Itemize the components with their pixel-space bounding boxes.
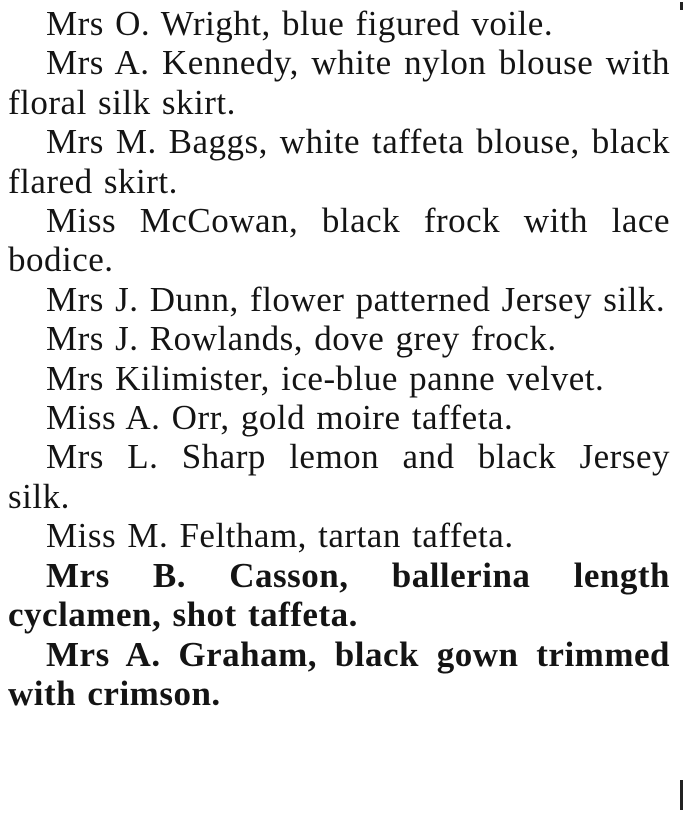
entry-dunn: Mrs J. Dunn, flower patterned Jersey silk. [46,279,666,319]
entry-rowlands: Mrs J. Rowlands, dove grey frock. [46,319,557,359]
newspaper-column [8,4,670,713]
entry-mccowan: Miss McCowan, black frock with lace bodice. [8,201,670,280]
entry-graham: Mrs A. Graham, black gown trimmed with crimson. [8,634,670,713]
entry-sharp: Mrs L. Sharp lemon and black Jersey silk. [8,437,670,516]
entry-feltham: Miss M. Feltham, tartan taffeta. [46,516,514,556]
entry-wright: Mrs O. Wright, blue figured voile. [46,4,554,43]
entry-baggs: Mrs M. Baggs, white taffeta blouse, black flared skirt. [8,122,670,201]
entry-casson: Mrs B. Casson, ballerina length cyclamen, shot taffeta. [8,555,670,635]
entry-orr: Miss A. Orr, gold moire taffeta. [46,398,514,438]
entry-kennedy: Mrs A. Kennedy, white nylon blouse with floral silk skirt. [8,43,670,122]
entry-kilimister: Mrs Kilimister, ice-blue panne velvet. [46,358,605,398]
column-rule-mark [680,2,683,10]
column-rule-mark [680,780,683,810]
